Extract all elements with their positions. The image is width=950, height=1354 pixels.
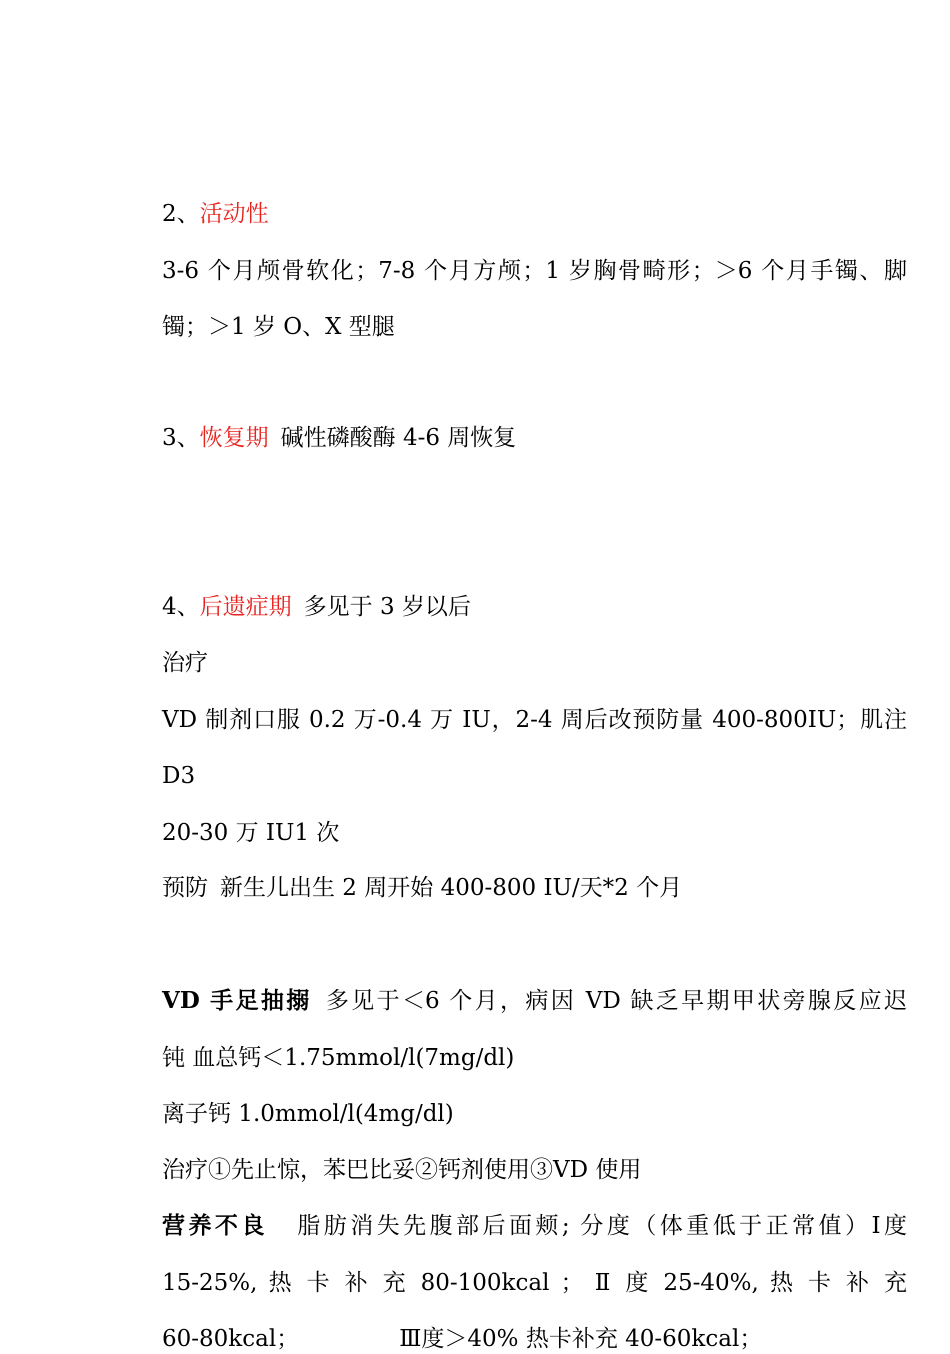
prevention-text: 新生儿出生 2 周开始 400-800 IU/天*2 个月 — [220, 875, 683, 901]
section-2-heading — [162, 199, 269, 229]
malnutrition-line3-a: 60-80kcal； — [162, 1326, 300, 1352]
section-title: 后遗症期 — [199, 594, 292, 620]
paragraph-line: 离子钙 1.0mmol/l(4mg/dl) — [162, 1101, 454, 1127]
tetany-title: VD 手足抽搦 — [162, 987, 312, 1014]
tetany-heading-line — [162, 986, 907, 1016]
paragraph-line: 3-6 个月颅骨软化；7-8 个月方颅；1 岁胸骨畸形；＞6 个月手镯、脚 — [162, 258, 907, 284]
section-number: 3、 — [162, 425, 200, 451]
section-number: 2、 — [162, 201, 200, 227]
section-4-heading — [162, 592, 471, 622]
malnutrition-line3-b: Ⅲ度＞40% 热卡补充 40-60kcal； — [399, 1326, 763, 1352]
paragraph-line-partial — [162, 1324, 762, 1354]
section-title: 恢复期 — [199, 425, 269, 451]
prevention-line — [162, 873, 682, 903]
malnutrition-heading-line — [162, 1211, 907, 1241]
tetany-text: 多见于＜6 个月，病因 VD 缺乏早期甲状旁腺反应迟 — [323, 988, 907, 1014]
paragraph-line: 治疗①先止惊，苯巴比妥②钙剂使用③VD 使用 — [162, 1157, 642, 1183]
malnutrition-text: 脂肪消失先腹部后面颊; 分度（体重低于正常值）Ⅰ度 — [293, 1213, 907, 1239]
section-number: 4、 — [162, 594, 200, 620]
section-text: 多见于 3 岁以后 — [303, 594, 471, 620]
malnutrition-title: 营养不良 — [162, 1212, 268, 1239]
paragraph-line: 20-30 万 IU1 次 — [162, 820, 340, 846]
paragraph-line: VD 制剂口服 0.2 万-0.4 万 IU，2-4 周后改预防量 400-800IU；肌注 — [162, 707, 907, 733]
paragraph-line: 镯；＞1 岁 O、X 型腿 — [162, 314, 395, 340]
paragraph-line: D3 — [162, 763, 196, 789]
prevention-label: 预防 — [162, 875, 208, 901]
paragraph-line: 钝 血总钙＜1.75mmol/l(7mg/dl) — [162, 1045, 515, 1071]
treatment-heading: 治疗 — [162, 650, 208, 676]
section-text: 碱性磷酸酶 4-6 周恢复 — [280, 425, 517, 451]
paragraph-line: 15-25%, 热 卡 补 充 80-100kcal ； Ⅱ 度 25-40%, 热 卡 补 充 — [162, 1270, 907, 1296]
section-title: 活动性 — [199, 201, 269, 227]
section-3-heading — [162, 423, 516, 453]
